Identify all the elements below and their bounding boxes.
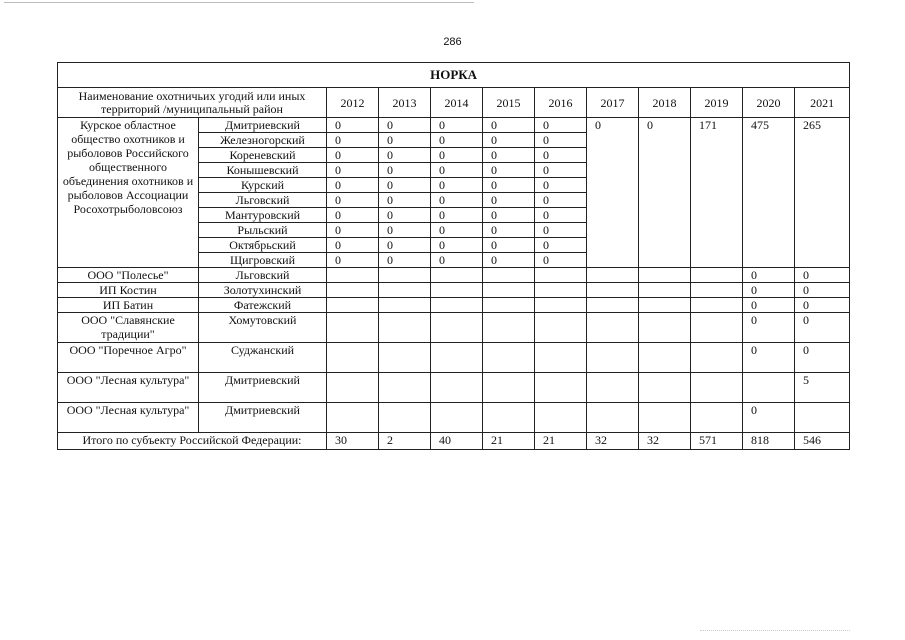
empty-cell bbox=[587, 268, 639, 283]
value-cell: 0 bbox=[535, 118, 587, 133]
empty-cell bbox=[691, 283, 743, 298]
value-cell: 0 bbox=[795, 268, 850, 283]
empty-cell bbox=[431, 343, 483, 373]
empty-cell bbox=[535, 268, 587, 283]
district-name: Курский bbox=[199, 178, 327, 193]
total-value: 30 bbox=[327, 433, 379, 450]
value-cell: 0 bbox=[535, 208, 587, 223]
table-row bbox=[58, 403, 850, 433]
value-cell: 0 bbox=[431, 178, 483, 193]
header-territory-label: Наименование охотничьих угодий или иных территорий /муниципальный район bbox=[58, 88, 327, 118]
value-cell: 0 bbox=[379, 148, 431, 163]
table-row bbox=[58, 313, 850, 343]
empty-cell bbox=[327, 268, 379, 283]
organization-name: ООО "Лесная культура" bbox=[58, 373, 199, 403]
district-name: Железногорский bbox=[199, 133, 327, 148]
table-row bbox=[58, 343, 850, 373]
empty-cell bbox=[587, 373, 639, 403]
value-cell: 0 bbox=[379, 253, 431, 268]
value-cell: 0 bbox=[431, 208, 483, 223]
value-cell: 0 bbox=[743, 283, 795, 298]
total-value: 32 bbox=[587, 433, 639, 450]
value-cell: 0 bbox=[535, 148, 587, 163]
value-cell: 0 bbox=[431, 238, 483, 253]
value-cell: 0 bbox=[795, 343, 850, 373]
empty-cell bbox=[535, 373, 587, 403]
empty-cell bbox=[587, 343, 639, 373]
value-cell: 475 bbox=[743, 118, 795, 268]
empty-cell bbox=[327, 283, 379, 298]
organization-name: ООО "Поречное Агро" bbox=[58, 343, 199, 373]
district-name: Золотухинский bbox=[199, 283, 327, 298]
value-cell: 0 bbox=[483, 193, 535, 208]
organization-name: ООО "Полесье" bbox=[58, 268, 199, 283]
value-cell: 0 bbox=[379, 223, 431, 238]
value-cell: 0 bbox=[379, 163, 431, 178]
value-cell: 0 bbox=[327, 118, 379, 133]
year-header: 2018 bbox=[639, 88, 691, 118]
value-cell: 0 bbox=[431, 148, 483, 163]
total-value: 818 bbox=[743, 433, 795, 450]
year-header: 2021 bbox=[795, 88, 850, 118]
year-header: 2013 bbox=[379, 88, 431, 118]
empty-cell bbox=[483, 298, 535, 313]
value-cell: 0 bbox=[327, 223, 379, 238]
empty-cell bbox=[691, 343, 743, 373]
value-cell: 0 bbox=[483, 178, 535, 193]
empty-cell bbox=[587, 313, 639, 343]
scan-top-line bbox=[4, 2, 474, 3]
district-name: Льговский bbox=[199, 268, 327, 283]
value-cell: 0 bbox=[795, 283, 850, 298]
year-header: 2012 bbox=[327, 88, 379, 118]
year-header: 2014 bbox=[431, 88, 483, 118]
district-name: Конышевский bbox=[199, 163, 327, 178]
table-row bbox=[58, 298, 850, 313]
value-cell: 0 bbox=[743, 313, 795, 343]
organization-name: ООО "Славянские традиции" bbox=[58, 313, 199, 343]
organization-name: Курское областное общество охотников и рыболовов Российского общественного объединения охотников и рыболовов Ассоциации Росохотрыболовсоюз bbox=[58, 118, 199, 268]
value-cell: 0 bbox=[431, 193, 483, 208]
value-cell: 0 bbox=[483, 208, 535, 223]
organization-name: ИП Костин bbox=[58, 283, 199, 298]
empty-cell bbox=[691, 268, 743, 283]
empty-cell bbox=[691, 313, 743, 343]
value-cell: 0 bbox=[535, 193, 587, 208]
value-cell: 0 bbox=[431, 133, 483, 148]
empty-cell bbox=[483, 403, 535, 433]
total-value: 21 bbox=[535, 433, 587, 450]
value-cell: 0 bbox=[795, 313, 850, 343]
empty-cell bbox=[327, 343, 379, 373]
scan-artifact bbox=[700, 630, 850, 631]
empty-cell bbox=[587, 283, 639, 298]
empty-cell bbox=[431, 403, 483, 433]
district-name: Щигровский bbox=[199, 253, 327, 268]
empty-cell bbox=[431, 373, 483, 403]
table-row bbox=[58, 373, 850, 403]
value-cell: 0 bbox=[483, 223, 535, 238]
value-cell: 0 bbox=[743, 343, 795, 373]
empty-cell bbox=[691, 403, 743, 433]
district-name: Хомутовский bbox=[199, 313, 327, 343]
total-row bbox=[58, 433, 850, 450]
value-cell: 0 bbox=[431, 118, 483, 133]
empty-cell bbox=[327, 373, 379, 403]
value-cell: 0 bbox=[483, 163, 535, 178]
value-cell bbox=[743, 373, 795, 403]
empty-cell bbox=[379, 403, 431, 433]
empty-cell bbox=[587, 403, 639, 433]
empty-cell bbox=[691, 298, 743, 313]
value-cell: 0 bbox=[327, 238, 379, 253]
value-cell: 0 bbox=[639, 118, 691, 268]
value-cell: 0 bbox=[327, 178, 379, 193]
value-cell: 0 bbox=[535, 238, 587, 253]
empty-cell bbox=[327, 298, 379, 313]
value-cell: 0 bbox=[327, 163, 379, 178]
empty-cell bbox=[327, 313, 379, 343]
empty-cell bbox=[483, 343, 535, 373]
year-header: 2016 bbox=[535, 88, 587, 118]
year-header: 2020 bbox=[743, 88, 795, 118]
district-name: Фатежский bbox=[199, 298, 327, 313]
empty-cell bbox=[639, 313, 691, 343]
total-value: 546 bbox=[795, 433, 850, 450]
norka-table bbox=[57, 62, 850, 450]
value-cell: 0 bbox=[327, 148, 379, 163]
empty-cell bbox=[379, 268, 431, 283]
empty-cell bbox=[379, 373, 431, 403]
district-name: Рыльский bbox=[199, 223, 327, 238]
empty-cell bbox=[535, 298, 587, 313]
value-cell: 0 bbox=[535, 223, 587, 238]
district-name: Октябрьский bbox=[199, 238, 327, 253]
empty-cell bbox=[379, 298, 431, 313]
empty-cell bbox=[639, 343, 691, 373]
district-name: Льговский bbox=[199, 193, 327, 208]
empty-cell bbox=[639, 298, 691, 313]
table-row bbox=[58, 268, 850, 283]
value-cell: 0 bbox=[483, 238, 535, 253]
empty-cell bbox=[639, 268, 691, 283]
empty-cell bbox=[535, 283, 587, 298]
empty-cell bbox=[535, 343, 587, 373]
empty-cell bbox=[483, 283, 535, 298]
district-name: Дмитриевский bbox=[199, 373, 327, 403]
empty-cell bbox=[379, 313, 431, 343]
value-cell: 0 bbox=[379, 238, 431, 253]
year-header: 2019 bbox=[691, 88, 743, 118]
empty-cell bbox=[639, 283, 691, 298]
value-cell: 265 bbox=[795, 118, 850, 268]
value-cell: 0 bbox=[535, 133, 587, 148]
organization-name: ИП Батин bbox=[58, 298, 199, 313]
value-cell bbox=[795, 403, 850, 433]
empty-cell bbox=[431, 298, 483, 313]
value-cell: 0 bbox=[379, 193, 431, 208]
value-cell: 0 bbox=[483, 118, 535, 133]
value-cell: 0 bbox=[379, 118, 431, 133]
empty-cell bbox=[639, 403, 691, 433]
district-name: Суджанский bbox=[199, 343, 327, 373]
empty-cell bbox=[379, 343, 431, 373]
empty-cell bbox=[691, 373, 743, 403]
total-value: 2 bbox=[379, 433, 431, 450]
empty-cell bbox=[483, 313, 535, 343]
value-cell: 0 bbox=[327, 208, 379, 223]
value-cell: 0 bbox=[431, 223, 483, 238]
value-cell: 0 bbox=[431, 253, 483, 268]
district-name: Дмитриевский bbox=[199, 403, 327, 433]
district-name: Кореневский bbox=[199, 148, 327, 163]
value-cell: 0 bbox=[743, 268, 795, 283]
total-value: 40 bbox=[431, 433, 483, 450]
empty-cell bbox=[431, 313, 483, 343]
value-cell: 0 bbox=[743, 403, 795, 433]
empty-cell bbox=[587, 298, 639, 313]
empty-cell bbox=[535, 403, 587, 433]
total-label: Итого по субъекту Российской Федерации: bbox=[58, 433, 327, 450]
value-cell: 0 bbox=[379, 133, 431, 148]
value-cell: 0 bbox=[483, 148, 535, 163]
value-cell: 0 bbox=[431, 163, 483, 178]
organization-name: ООО "Лесная культура" bbox=[58, 403, 199, 433]
value-cell: 0 bbox=[743, 298, 795, 313]
value-cell: 0 bbox=[327, 193, 379, 208]
empty-cell bbox=[639, 373, 691, 403]
total-value: 32 bbox=[639, 433, 691, 450]
value-cell: 0 bbox=[327, 253, 379, 268]
value-cell: 0 bbox=[587, 118, 639, 268]
district-name: Дмитриевский bbox=[199, 118, 327, 133]
value-cell: 0 bbox=[327, 133, 379, 148]
value-cell: 5 bbox=[795, 373, 850, 403]
empty-cell bbox=[431, 283, 483, 298]
year-header: 2017 bbox=[587, 88, 639, 118]
empty-cell bbox=[483, 268, 535, 283]
value-cell: 0 bbox=[535, 253, 587, 268]
table-row bbox=[58, 118, 850, 133]
total-value: 21 bbox=[483, 433, 535, 450]
empty-cell bbox=[379, 283, 431, 298]
district-name: Мантуровский bbox=[199, 208, 327, 223]
year-header: 2015 bbox=[483, 88, 535, 118]
empty-cell bbox=[327, 403, 379, 433]
value-cell: 0 bbox=[379, 208, 431, 223]
value-cell: 0 bbox=[535, 163, 587, 178]
value-cell: 171 bbox=[691, 118, 743, 268]
value-cell: 0 bbox=[483, 133, 535, 148]
page-number: 286 bbox=[443, 36, 462, 48]
table-title: НОРКА bbox=[58, 63, 850, 88]
empty-cell bbox=[483, 373, 535, 403]
table-row bbox=[58, 283, 850, 298]
empty-cell bbox=[431, 268, 483, 283]
value-cell: 0 bbox=[795, 298, 850, 313]
empty-cell bbox=[535, 313, 587, 343]
value-cell: 0 bbox=[483, 253, 535, 268]
value-cell: 0 bbox=[379, 178, 431, 193]
value-cell: 0 bbox=[535, 178, 587, 193]
total-value: 571 bbox=[691, 433, 743, 450]
